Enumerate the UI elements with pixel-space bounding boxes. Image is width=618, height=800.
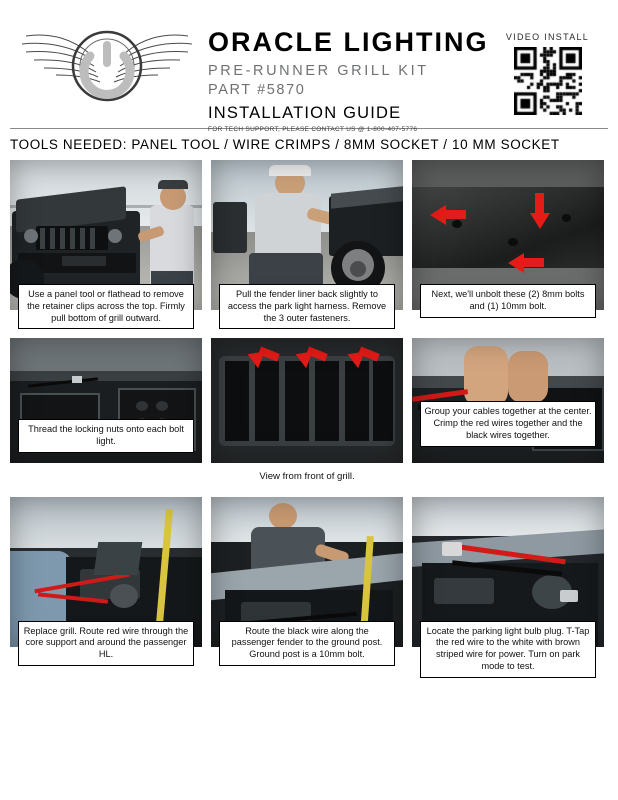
step-6-caption: Group your cables together at the center. Crimp the red wires together and the black wires together. <box>420 401 596 446</box>
steps-grid <box>0 160 618 678</box>
step-4 <box>10 338 202 487</box>
step-3-caption: Next, we'll unbolt these (2) 8mm bolts and (1) 10mm bolt. <box>420 284 596 318</box>
step-9-caption: Locate the parking light bulb plug. T-Tap the red wire to the white with brown striped wire for power. Turn on park mode to test. <box>420 621 596 678</box>
step-6 <box>412 338 604 487</box>
step-5 <box>211 338 403 487</box>
step-2 <box>211 160 403 329</box>
product-subtitle: PRE-RUNNER GRILL KIT <box>208 63 429 80</box>
oracle-winged-power-logo <box>12 10 202 118</box>
steps-row-2 <box>10 338 608 487</box>
document-header <box>0 0 618 134</box>
step-1-caption: Use a panel tool or flathead to remove the retainer clips across the top. Firmly pull bottom of grill outward. <box>18 284 194 329</box>
brand-title: ORACLE LIGHTING <box>208 27 489 57</box>
step-2-caption: Pull the fender liner back slightly to access the park light harness. Remove the 3 outer fasteners. <box>219 284 395 329</box>
step-5-caption: View from front of grill. <box>259 471 355 483</box>
step-1 <box>10 160 202 329</box>
step-5-photo <box>211 338 403 463</box>
step-7-caption: Replace grill. Route red wire through the core support and around the passenger HL. <box>18 621 194 666</box>
install-guide-title: INSTALLATION GUIDE <box>208 104 402 123</box>
video-install-label: VIDEO INSTALL <box>505 32 590 42</box>
tools-needed-line: TOOLS NEEDED: PANEL TOOL / WIRE CRIMPS / 8MM SOCKET / 10 MM SOCKET <box>10 137 560 152</box>
step-7 <box>10 497 202 678</box>
tech-support-line: FOR TECH SUPPORT, PLEASE CONTACT US @ 1-800-407-5776 <box>208 126 418 134</box>
step-9 <box>412 497 604 678</box>
step-3 <box>412 160 604 329</box>
qr-code[interactable] <box>514 47 582 115</box>
steps-row-1 <box>10 160 608 329</box>
step-4-caption: Thread the locking nuts onto each bolt light. <box>18 419 194 453</box>
step-8 <box>211 497 403 678</box>
title-block <box>202 10 489 133</box>
step-8-caption: Route the black wire along the passenger fender to the ground post. Ground post is a 10mm bolt. <box>219 621 395 666</box>
steps-row-3 <box>10 497 608 678</box>
video-install-block <box>489 10 607 115</box>
part-number: PART #5870 <box>208 82 306 99</box>
